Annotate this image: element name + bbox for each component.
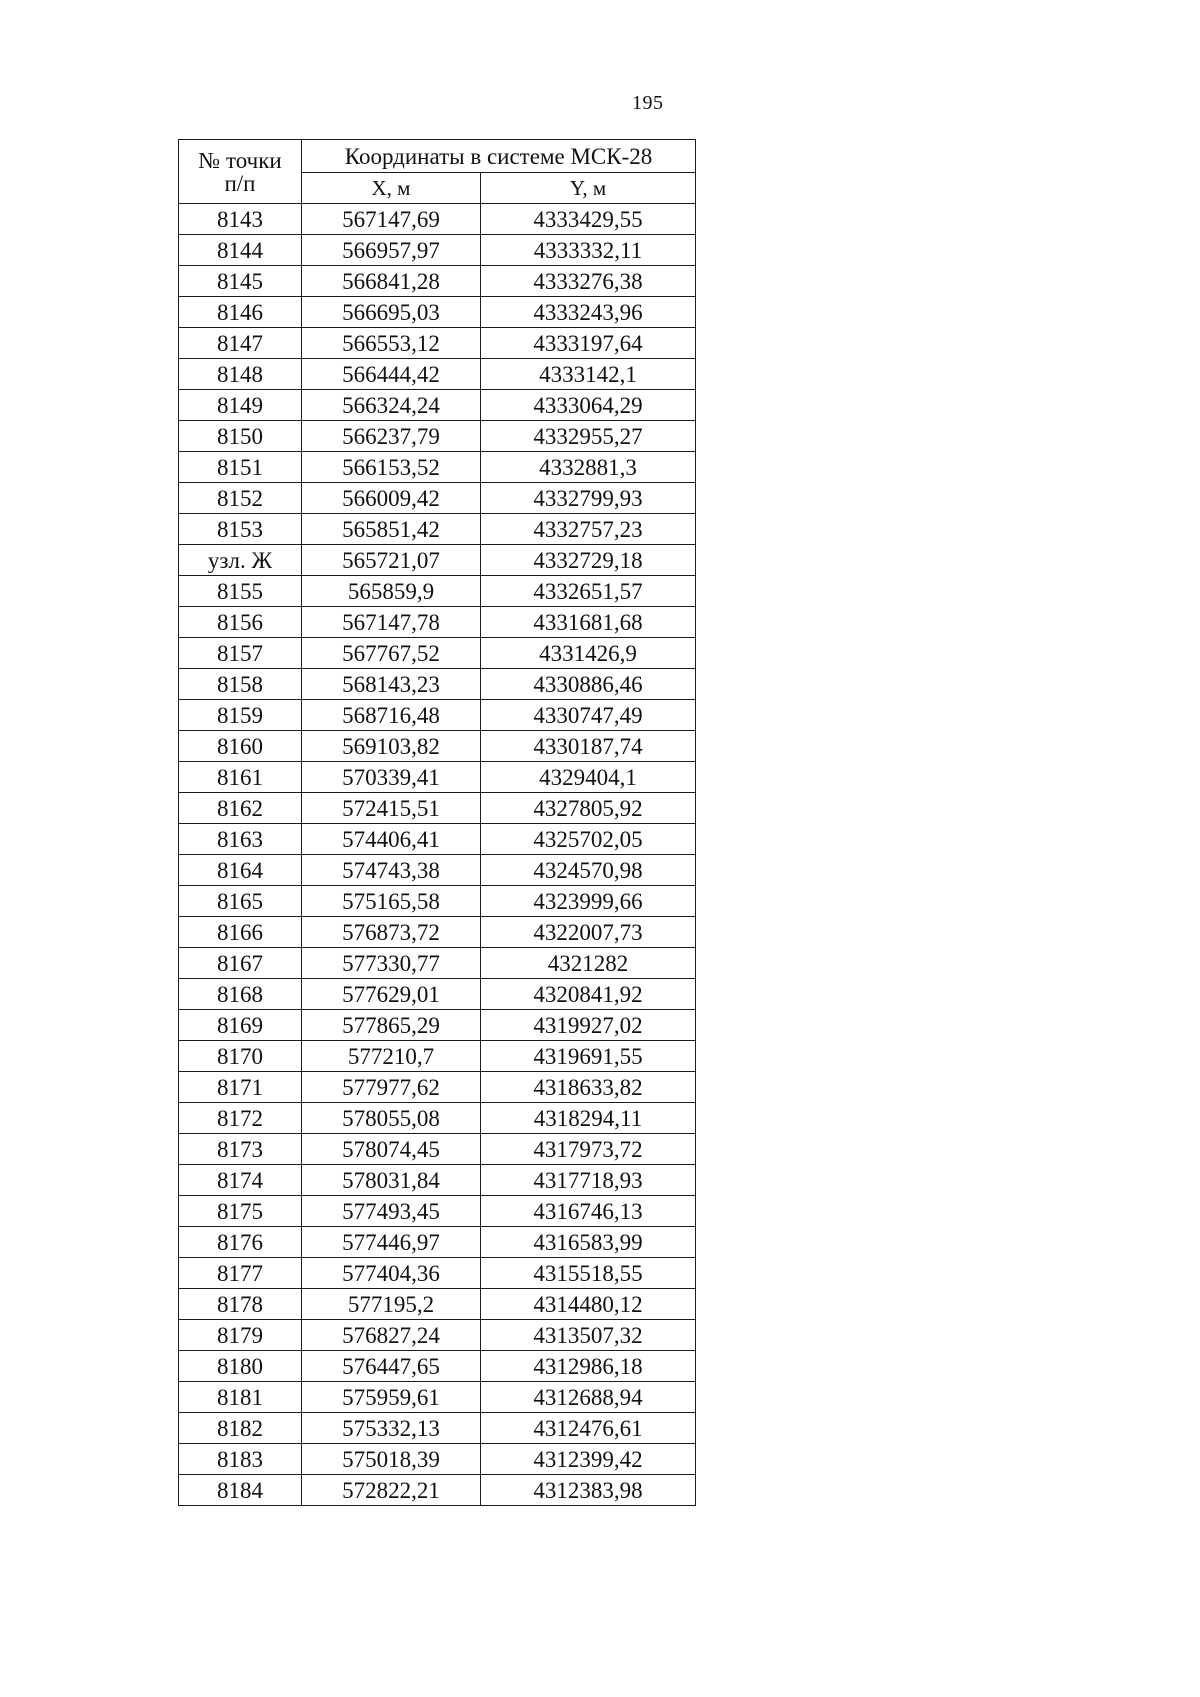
y-coordinate-cell: 4312383,98 <box>481 1475 696 1506</box>
x-coordinate-cell: 568143,23 <box>302 669 481 700</box>
table-row <box>179 483 696 514</box>
y-coordinate-cell: 4320841,92 <box>481 979 696 1010</box>
point-number-cell: 8172 <box>179 1103 302 1134</box>
point-number-cell: 8162 <box>179 793 302 824</box>
point-number-header-sub: п/п <box>224 170 256 196</box>
x-coordinate-cell: 575332,13 <box>302 1413 481 1444</box>
y-coordinate-cell: 4314480,12 <box>481 1289 696 1320</box>
y-coordinate-cell: 4319691,55 <box>481 1041 696 1072</box>
y-coordinate-cell: 4312986,18 <box>481 1351 696 1382</box>
point-number-cell: 8151 <box>179 452 302 483</box>
point-number-cell: 8158 <box>179 669 302 700</box>
table-row <box>179 235 696 266</box>
y-coordinate-cell: 4316746,13 <box>481 1196 696 1227</box>
y-coordinate-cell: 4323999,66 <box>481 886 696 917</box>
table-row <box>179 793 696 824</box>
x-coordinate-cell: 577330,77 <box>302 948 481 979</box>
y-coordinate-cell: 4333243,96 <box>481 297 696 328</box>
coordinates-header: Координаты в системе МСК-28 <box>302 140 696 173</box>
point-number-cell: 8180 <box>179 1351 302 1382</box>
table-row <box>179 204 696 235</box>
page-number: 195 <box>632 92 664 114</box>
point-number-cell: 8161 <box>179 762 302 793</box>
table-row <box>179 359 696 390</box>
x-coordinate-cell: 567147,78 <box>302 607 481 638</box>
y-coordinate-cell: 4330886,46 <box>481 669 696 700</box>
table-row <box>179 1165 696 1196</box>
table-row <box>179 1320 696 1351</box>
table-row <box>179 1134 696 1165</box>
x-coordinate-cell: 574406,41 <box>302 824 481 855</box>
table-row <box>179 1258 696 1289</box>
x-coordinate-cell: 577210,7 <box>302 1041 481 1072</box>
point-number-cell: 8182 <box>179 1413 302 1444</box>
x-coordinate-cell: 567147,69 <box>302 204 481 235</box>
y-coordinate-cell: 4321282 <box>481 948 696 979</box>
point-number-cell: 8144 <box>179 235 302 266</box>
point-number-cell: 8157 <box>179 638 302 669</box>
table-row <box>179 1444 696 1475</box>
table-row <box>179 452 696 483</box>
point-number-cell: 8178 <box>179 1289 302 1320</box>
table-row <box>179 1351 696 1382</box>
table-row <box>179 917 696 948</box>
y-coordinate-cell: 4318633,82 <box>481 1072 696 1103</box>
point-number-cell: 8143 <box>179 204 302 235</box>
y-coordinate-cell: 4332757,23 <box>481 514 696 545</box>
x-coordinate-cell: 575959,61 <box>302 1382 481 1413</box>
point-number-cell: 8167 <box>179 948 302 979</box>
y-coordinate-cell: 4313507,32 <box>481 1320 696 1351</box>
x-coordinate-cell: 566444,42 <box>302 359 481 390</box>
x-coordinate-cell: 566153,52 <box>302 452 481 483</box>
y-coordinate-cell: 4312399,42 <box>481 1444 696 1475</box>
x-coordinate-cell: 575018,39 <box>302 1444 481 1475</box>
y-coordinate-cell: 4333276,38 <box>481 266 696 297</box>
x-coordinate-cell: 566553,12 <box>302 328 481 359</box>
y-coordinate-cell: 4332729,18 <box>481 545 696 576</box>
y-coordinate-cell: 4319927,02 <box>481 1010 696 1041</box>
x-coordinate-cell: 578031,84 <box>302 1165 481 1196</box>
x-coordinate-cell: 577629,01 <box>302 979 481 1010</box>
x-coordinate-cell: 566237,79 <box>302 421 481 452</box>
table-row <box>179 421 696 452</box>
x-coordinate-cell: 566324,24 <box>302 390 481 421</box>
x-coordinate-cell: 565859,9 <box>302 576 481 607</box>
point-number-cell: 8152 <box>179 483 302 514</box>
y-coordinate-cell: 4332881,3 <box>481 452 696 483</box>
x-coordinate-cell: 578074,45 <box>302 1134 481 1165</box>
point-number-cell: 8184 <box>179 1475 302 1506</box>
x-coordinate-cell: 570339,41 <box>302 762 481 793</box>
x-coordinate-cell: 572415,51 <box>302 793 481 824</box>
y-coordinate-cell: 4324570,98 <box>481 855 696 886</box>
y-coordinate-cell: 4332955,27 <box>481 421 696 452</box>
x-coordinate-cell: 574743,38 <box>302 855 481 886</box>
point-number-cell: 8183 <box>179 1444 302 1475</box>
x-coordinate-cell: 577977,62 <box>302 1072 481 1103</box>
x-coordinate-cell: 577195,2 <box>302 1289 481 1320</box>
x-coordinate-cell: 568716,48 <box>302 700 481 731</box>
table-row <box>179 266 696 297</box>
point-number-cell: 8179 <box>179 1320 302 1351</box>
table-row <box>179 1413 696 1444</box>
x-coordinate-cell: 577446,97 <box>302 1227 481 1258</box>
x-coordinate-cell: 566695,03 <box>302 297 481 328</box>
table-row <box>179 607 696 638</box>
point-number-cell: 8164 <box>179 855 302 886</box>
x-coordinate-cell: 566957,97 <box>302 235 481 266</box>
y-coordinate-cell: 4333197,64 <box>481 328 696 359</box>
x-coordinate-cell: 576873,72 <box>302 917 481 948</box>
y-coordinate-cell: 4333429,55 <box>481 204 696 235</box>
table-row <box>179 576 696 607</box>
x-coordinate-cell: 575165,58 <box>302 886 481 917</box>
point-number-cell: 8175 <box>179 1196 302 1227</box>
y-coordinate-cell: 4331426,9 <box>481 638 696 669</box>
table-row <box>179 1227 696 1258</box>
table-row <box>179 886 696 917</box>
y-coordinate-cell: 4317718,93 <box>481 1165 696 1196</box>
point-number-cell: 8148 <box>179 359 302 390</box>
y-coordinate-cell: 4312688,94 <box>481 1382 696 1413</box>
y-coordinate-cell: 4318294,11 <box>481 1103 696 1134</box>
point-number-cell: 8171 <box>179 1072 302 1103</box>
point-number-cell: 8145 <box>179 266 302 297</box>
table-row <box>179 762 696 793</box>
y-coordinate-cell: 4322007,73 <box>481 917 696 948</box>
point-number-cell: 8149 <box>179 390 302 421</box>
table-row <box>179 948 696 979</box>
x-coordinate-cell: 566009,42 <box>302 483 481 514</box>
table-row <box>179 669 696 700</box>
x-column-header: X, м <box>302 173 481 204</box>
point-number-cell: 8165 <box>179 886 302 917</box>
table-row <box>179 1010 696 1041</box>
point-number-cell: 8177 <box>179 1258 302 1289</box>
y-column-header: Y, м <box>481 173 696 204</box>
point-number-header-label: № точки <box>198 147 282 173</box>
table-row <box>179 1072 696 1103</box>
y-coordinate-cell: 4325702,05 <box>481 824 696 855</box>
y-coordinate-cell: 4329404,1 <box>481 762 696 793</box>
point-number-cell: 8150 <box>179 421 302 452</box>
table-row <box>179 1196 696 1227</box>
table-row <box>179 979 696 1010</box>
point-number-cell: 8156 <box>179 607 302 638</box>
point-number-cell: 8153 <box>179 514 302 545</box>
x-coordinate-cell: 572822,21 <box>302 1475 481 1506</box>
table-row <box>179 297 696 328</box>
coordinates-table <box>178 139 696 1506</box>
table-row <box>179 328 696 359</box>
y-coordinate-cell: 4333064,29 <box>481 390 696 421</box>
x-coordinate-cell: 576447,65 <box>302 1351 481 1382</box>
x-coordinate-cell: 576827,24 <box>302 1320 481 1351</box>
table-row <box>179 1103 696 1134</box>
x-coordinate-cell: 577865,29 <box>302 1010 481 1041</box>
point-number-cell: 8163 <box>179 824 302 855</box>
y-coordinate-cell: 4327805,92 <box>481 793 696 824</box>
table-row <box>179 545 696 576</box>
point-number-cell: 8155 <box>179 576 302 607</box>
x-coordinate-cell: 566841,28 <box>302 266 481 297</box>
x-coordinate-cell: 577404,36 <box>302 1258 481 1289</box>
point-number-cell: 8168 <box>179 979 302 1010</box>
point-number-cell: 8176 <box>179 1227 302 1258</box>
y-coordinate-cell: 4332799,93 <box>481 483 696 514</box>
table-row <box>179 731 696 762</box>
x-coordinate-cell: 577493,45 <box>302 1196 481 1227</box>
x-coordinate-cell: 565721,07 <box>302 545 481 576</box>
y-coordinate-cell: 4333332,11 <box>481 235 696 266</box>
x-coordinate-cell: 567767,52 <box>302 638 481 669</box>
point-number-header <box>179 140 302 204</box>
point-number-cell: 8173 <box>179 1134 302 1165</box>
y-coordinate-cell: 4330747,49 <box>481 700 696 731</box>
point-number-cell: 8170 <box>179 1041 302 1072</box>
point-number-cell: 8146 <box>179 297 302 328</box>
point-number-cell: 8160 <box>179 731 302 762</box>
table-header-row <box>179 140 696 173</box>
table-row <box>179 1382 696 1413</box>
table-row <box>179 514 696 545</box>
y-coordinate-cell: 4315518,55 <box>481 1258 696 1289</box>
point-number-cell: 8174 <box>179 1165 302 1196</box>
y-coordinate-cell: 4312476,61 <box>481 1413 696 1444</box>
table-row <box>179 1289 696 1320</box>
table-row <box>179 1475 696 1506</box>
table-row <box>179 824 696 855</box>
point-number-cell: 8166 <box>179 917 302 948</box>
table-row <box>179 1041 696 1072</box>
table-row <box>179 855 696 886</box>
y-coordinate-cell: 4331681,68 <box>481 607 696 638</box>
x-coordinate-cell: 578055,08 <box>302 1103 481 1134</box>
y-coordinate-cell: 4316583,99 <box>481 1227 696 1258</box>
table-row <box>179 638 696 669</box>
point-number-cell: 8181 <box>179 1382 302 1413</box>
y-coordinate-cell: 4330187,74 <box>481 731 696 762</box>
table-row <box>179 390 696 421</box>
point-number-cell: узл. Ж <box>179 545 302 576</box>
point-number-cell: 8169 <box>179 1010 302 1041</box>
x-coordinate-cell: 569103,82 <box>302 731 481 762</box>
point-number-cell: 8147 <box>179 328 302 359</box>
point-number-cell: 8159 <box>179 700 302 731</box>
table-body <box>179 140 696 1506</box>
x-coordinate-cell: 565851,42 <box>302 514 481 545</box>
y-coordinate-cell: 4332651,57 <box>481 576 696 607</box>
y-coordinate-cell: 4333142,1 <box>481 359 696 390</box>
y-coordinate-cell: 4317973,72 <box>481 1134 696 1165</box>
table-row <box>179 700 696 731</box>
